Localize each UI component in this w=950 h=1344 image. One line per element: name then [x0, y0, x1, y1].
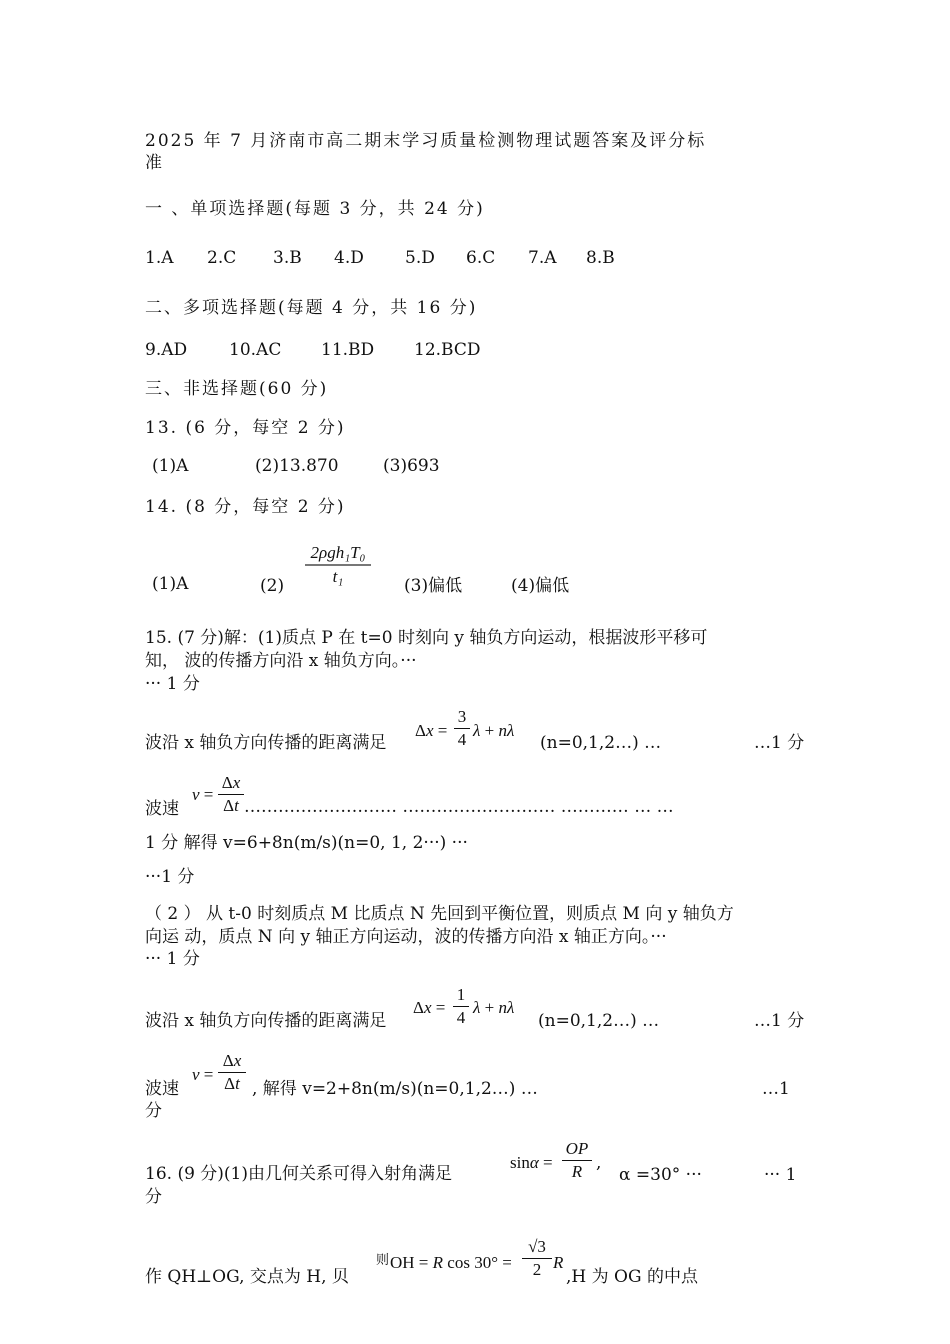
q15-speed1-line2: 1 分 解得 v=6+8n(m/s)(n=0, 1, 2···) ···	[145, 833, 468, 853]
q14-fraction-numerator: 2ρgh₁T₀	[305, 542, 371, 566]
q15-speed2-label: 波速	[145, 1079, 179, 1099]
answer-4: 4.D	[334, 248, 364, 268]
q14-answer-4: (4)偏低	[511, 576, 570, 596]
q15-speed2-line2: 分	[145, 1101, 162, 1121]
q15-p1-line2: 知， 波的传播方向沿 x 轴负方向。···	[145, 651, 417, 671]
q14-fraction	[305, 542, 371, 588]
q16-comma: ,	[596, 1153, 602, 1173]
answer-2: 2.C	[207, 248, 237, 268]
q13-answer-1: (1)A	[152, 456, 189, 476]
q14-fraction-denominator: t₁	[332, 567, 344, 586]
answer-7: 7.A	[528, 248, 557, 268]
q13-answer-2: (2)13.870	[255, 456, 339, 476]
q16-line2-b: 则	[376, 1253, 390, 1268]
q15-dist1-score: …1 分	[754, 733, 805, 753]
answer-12: 12.BCD	[414, 340, 481, 360]
q15-dist1-formula-tail: λ + nλ	[473, 721, 515, 740]
answer-6: 6.C	[466, 248, 496, 268]
q16-oh-formula: OH = R cos 30° =	[390, 1253, 512, 1272]
q16-sin-formula: sinα =	[510, 1153, 553, 1172]
q15-speed1-fraction: $\frac{\Delta x}{\Delta t}$	[218, 772, 244, 817]
q14-heading: 14. (8 分，每空 2 分)	[145, 497, 346, 517]
q15-dist2-score: …1 分	[754, 1011, 805, 1031]
q15-dist1-formula: Δx =	[415, 721, 448, 740]
q15-speed1-v: v =	[192, 785, 214, 804]
q15-p1-line1: 15. (7 分)解：(1)质点 P 在 t=0 时刻向 y 轴负方向运动，根据波形平移可	[145, 628, 708, 648]
page-title-line1: 2025 年 7 月济南市高二期末学习质量检测物理试题答案及评分标	[145, 131, 707, 151]
answer-11: 11.BD	[321, 340, 375, 360]
q15-speed2-score: …1	[762, 1079, 790, 1099]
q16-score: ··· 1	[764, 1165, 797, 1185]
q14-answer-2-label: (2)	[260, 576, 285, 596]
q14-answer-1: (1)A	[152, 574, 189, 594]
answer-9: 9.AD	[145, 340, 188, 360]
q15-speed2-result: , 解得 v=2+8n(m/s)(n=0,1,2…) …	[252, 1079, 538, 1099]
q15-speed1-dots: ……………………… ……………………… ………… … …	[244, 797, 674, 817]
q15-dist1-fraction: $\frac{3}{4}$	[454, 706, 470, 751]
q15-speed1-label: 波速	[145, 799, 179, 819]
q13-heading: 13. (6 分，每空 2 分)	[145, 418, 346, 438]
q15-dist2-formula-tail: λ + nλ	[473, 998, 515, 1017]
q16-oh-R: R	[553, 1253, 564, 1272]
q16-line1b: 分	[145, 1187, 162, 1207]
q15-p2-line3: ··· 1 分	[145, 949, 200, 969]
section3-heading: 三、非选择题(60 分)	[145, 379, 329, 399]
q15-p2-line2: 向运 动，质点 N 向 y 轴正方向运动，波的传播方向沿 x 轴正方向。···	[145, 927, 667, 947]
answer-3: 3.B	[273, 248, 302, 268]
section1-heading: 一 、单项选择题(每题 3 分，共 24 分)	[145, 199, 485, 219]
q15-p1-line3: ··· 1 分	[145, 674, 200, 694]
q16-sqrt-fraction: $\frac{√3}{2}$	[522, 1236, 552, 1281]
answer-8: 8.B	[586, 248, 615, 268]
q13-answer-3: (3)693	[383, 456, 440, 476]
answer-5: 5.D	[405, 248, 435, 268]
page-title-line2: 准	[145, 153, 162, 173]
q15-speed2-fraction: $\frac{\Delta x}{\Delta t}$	[218, 1050, 246, 1095]
q15-dist2-n: (n=0,1,2…) …	[538, 1011, 660, 1031]
q15-dist1-n: (n=0,1,2…) …	[540, 733, 662, 753]
q16-line2-a: 作 QH⊥OG, 交点为 H, 贝	[145, 1267, 349, 1287]
q15-p2-line1: （ 2 ） 从 t-0 时刻质点 M 比质点 N 先回到平衡位置，则质点 M 向 y 轴负方	[145, 904, 734, 924]
answer-10: 10.AC	[229, 340, 282, 360]
q16-line2-c: ,H 为 OG 的中点	[566, 1267, 698, 1287]
q15-dist2-fraction: $\frac{1}{4}$	[453, 984, 469, 1029]
answer-1: 1.A	[145, 248, 174, 268]
q15-speed1-line3: ···1 分	[145, 867, 195, 887]
section2-heading: 二、多项选择题(每题 4 分，共 16 分)	[145, 298, 478, 318]
q14-answer-3: (3)偏低	[404, 576, 463, 596]
q15-speed2-v: v =	[192, 1065, 214, 1084]
q16-line1: 16. (9 分)(1)由几何关系可得入射角满足	[145, 1164, 453, 1184]
q15-dist2-label: 波沿 x 轴负方向传播的距离满足	[145, 1011, 387, 1031]
q16-sin-fraction: $\frac{OP}{R}$	[562, 1138, 592, 1183]
q15-dist1-label: 波沿 x 轴负方向传播的距离满足	[145, 733, 387, 753]
q16-alpha: α =30° ···	[619, 1165, 702, 1185]
q15-dist2-formula: Δx =	[413, 998, 446, 1017]
